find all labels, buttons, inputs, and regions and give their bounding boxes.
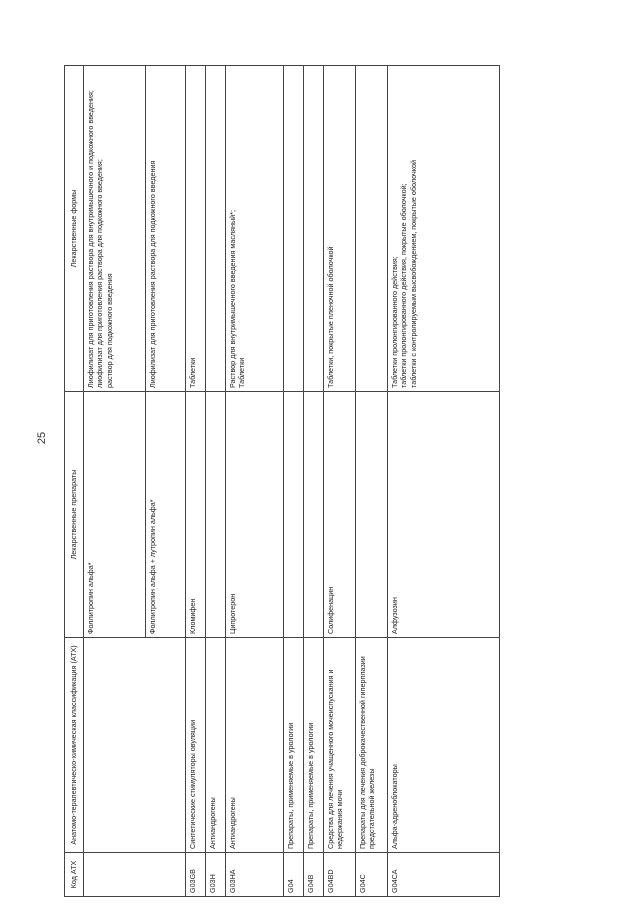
cell-drug [355, 392, 387, 638]
table-rotation-wrapper [64, 65, 500, 897]
table-header-row [65, 66, 84, 897]
form-line: раствор для подкожного введения [104, 273, 114, 388]
cell-forms [283, 66, 303, 392]
cell-drug: Кломифен [185, 392, 205, 638]
header-code: Код АТХ [65, 853, 84, 897]
form-line: таблетки пролонгированного действия, покрытые оболочкой; [399, 183, 408, 388]
cell-drug [303, 392, 323, 638]
cell-forms [303, 66, 323, 392]
cell-forms [83, 66, 145, 392]
table-row [355, 66, 387, 897]
table-row [83, 66, 145, 897]
cell-code: G03GB [185, 853, 205, 897]
cell-code: G03HA [225, 853, 283, 897]
cell-drug [205, 392, 225, 638]
cell-forms [185, 66, 205, 392]
cell-drug: Ципротерон [225, 392, 283, 638]
header-drug: Лекарственные препараты [65, 392, 84, 638]
cell-code: G04BD [323, 853, 355, 897]
form-line: Таблетки, покрытые пленочной оболочкой [325, 246, 335, 388]
table-row [225, 66, 283, 897]
table-row [323, 66, 355, 897]
cell-atc: Препараты, применяемые в урологии [303, 638, 323, 853]
cell-atc: Препараты для лечения доброкачественной гиперплазии предстательной железы [355, 638, 387, 853]
cell-code: G03H [205, 853, 225, 897]
table-row [303, 66, 323, 897]
cell-forms [225, 66, 283, 392]
cell-atc: Синтетические стимуляторы овуляции [185, 638, 205, 853]
form-line: Таблетки пролонгированного действия; [389, 256, 399, 388]
cell-code: G04B [303, 853, 323, 897]
cell-atc: Антиандрогены [225, 638, 283, 853]
cell-atc: Средства для лечения учащенного мочеиспускания и недержания мочи [323, 638, 355, 853]
form-line: лиофилизат для приготовления раствора для подкожного введения; [95, 159, 104, 388]
cell-atc: Альфа-адреноблокаторы [387, 638, 500, 853]
table-row [185, 66, 205, 897]
form-line: Таблетки [187, 357, 197, 388]
header-form: Лекарственные формы [65, 66, 84, 392]
cell-atc: Антиандрогены [205, 638, 225, 853]
cell-drug: Алфузозин [387, 392, 500, 638]
form-line: Лиофилизат для приготовления раствора для внутримышечного и подкожного введения; [85, 90, 95, 388]
cell-drug: Солифенацин [323, 392, 355, 638]
cell-drug [283, 392, 303, 638]
cell-forms [355, 66, 387, 392]
cell-code: G04 [283, 853, 303, 897]
form-line: Таблетки [237, 357, 246, 388]
cell-code: G04C [355, 853, 387, 897]
table-row [283, 66, 303, 897]
header-atc: Анатомо-терапевтическо-химическая классификация (АТХ) [65, 638, 84, 853]
table-row [205, 66, 225, 897]
form-line: Раствор для внутримышечного введения масляный*; [227, 210, 237, 388]
cell-drug: Фоллитропин альфа + лутропин альфа* [145, 392, 185, 638]
cell-forms [387, 66, 500, 392]
cell-forms [145, 66, 185, 392]
cell-code [83, 853, 185, 897]
cell-code: G04CA [387, 853, 500, 897]
cell-forms [323, 66, 355, 392]
cell-forms [205, 66, 225, 392]
cell-atc: Препараты, применяемые в урологии [283, 638, 303, 853]
table-row [387, 66, 500, 897]
form-line: Лиофилизат для приготовления раствора для подкожного введения [147, 160, 157, 388]
cell-drug: Фоллитропин альфа* [83, 392, 145, 638]
form-line: таблетки с контролируемым высвобождением, покрытые оболочкой [408, 160, 418, 388]
page-number: 25 [36, 431, 49, 445]
drug-table [64, 65, 500, 897]
cell-atc [83, 638, 185, 853]
